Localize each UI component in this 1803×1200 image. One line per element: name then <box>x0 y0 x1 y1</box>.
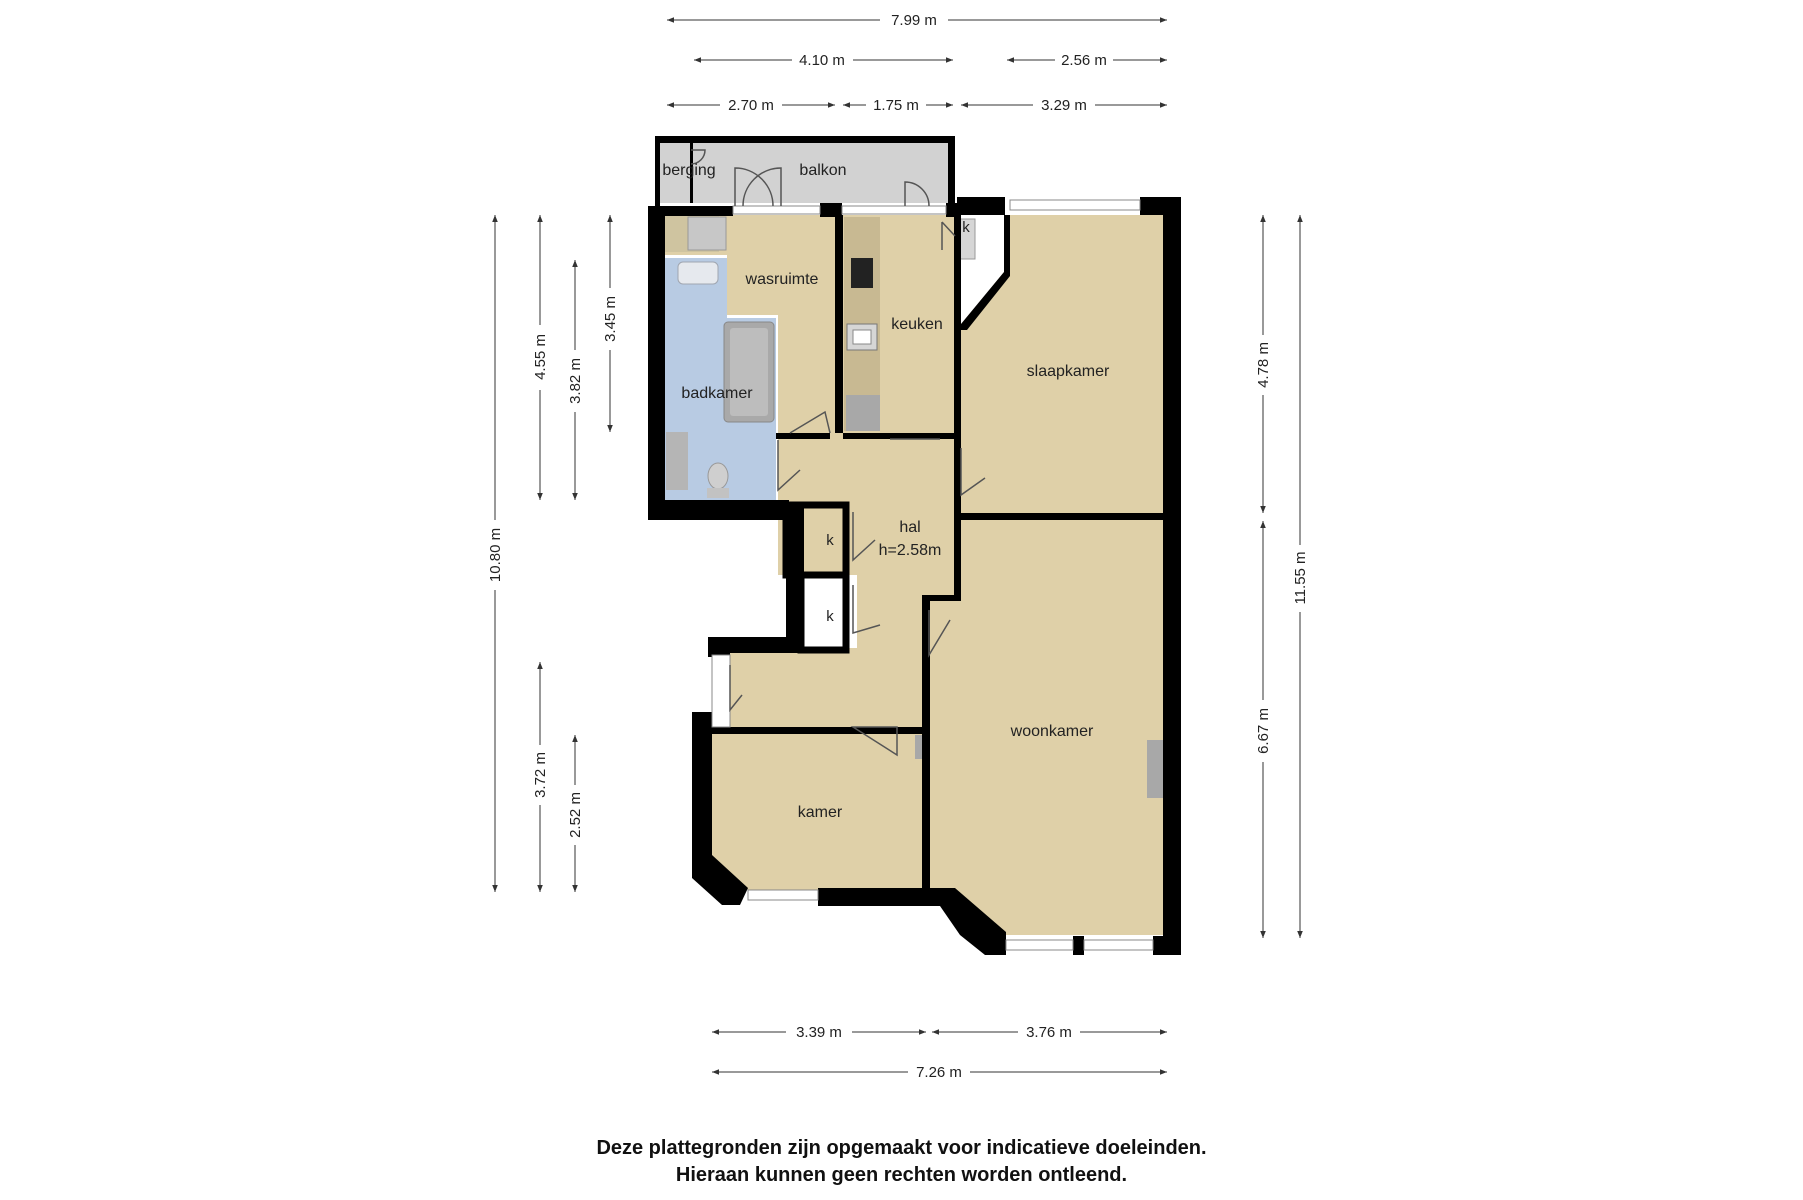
room-label-kamer: kamer <box>797 804 843 821</box>
room-label-hal: hal <box>899 519 921 536</box>
closet-label-1: k <box>826 532 834 549</box>
wall-keuken-hal <box>843 433 955 439</box>
sink-icon <box>678 262 718 284</box>
dim-left-top-label: 3.45 m <box>602 296 619 342</box>
room-label-slaapkamer: slaapkamer <box>1026 363 1110 380</box>
dim-top-seg2-label: 1.75 m <box>873 97 919 114</box>
balcony-wall-right <box>948 136 955 206</box>
dim-right-lower-label: 6.67 m <box>1255 708 1272 754</box>
wall-woon-bottom-right <box>1153 936 1181 955</box>
window-woon-2 <box>1084 940 1153 950</box>
balcony-wall-left <box>655 136 660 206</box>
wall-bad-was <box>776 433 830 439</box>
wall-woon-mullion <box>1073 936 1084 955</box>
wall-right <box>1163 197 1181 955</box>
dim-bottom-left-label: 3.39 m <box>796 1024 842 1041</box>
room-label-wasruimte: wasruimte <box>745 271 819 288</box>
disclaimer-line-2: Hieraan kunnen geen rechten worden ontleend. <box>675 1164 1128 1186</box>
room-label-berging: berging <box>662 162 716 179</box>
dim-right-upper-label: 4.78 m <box>1255 342 1272 388</box>
window-woon-1 <box>1006 940 1073 950</box>
radiator-icon <box>1147 740 1163 798</box>
window-kamer <box>748 890 818 900</box>
wall-slaap-woon <box>961 513 1163 520</box>
dim-left-lower-label: 3.72 m <box>532 752 549 798</box>
room-label-balkon: balkon <box>799 162 847 179</box>
wall-kamer-left <box>692 712 712 862</box>
wall-kamer-bottom <box>818 888 930 906</box>
wall-hal-left-corner <box>708 637 730 657</box>
closet-bottom-outline <box>801 575 846 650</box>
wall-top-mid <box>820 203 842 217</box>
window-hal <box>712 655 730 727</box>
balcony-wall-top <box>655 136 955 143</box>
window-keuken <box>842 206 946 214</box>
dim-top-right-label: 2.56 m <box>1061 52 1107 69</box>
stove-icon <box>851 258 873 288</box>
dim-left-total-label: 10.80 m <box>487 527 504 583</box>
toilet-tank-icon <box>707 488 729 498</box>
wall-top-keuken-right <box>946 203 958 217</box>
bathtub-inner-icon <box>730 328 768 416</box>
wall-kamer-top <box>712 727 922 734</box>
dim-top-seg1-label: 2.70 m <box>728 97 774 114</box>
disclaimer <box>0 1135 1803 1189</box>
dim-bottom-total-label: 7.26 m <box>916 1064 962 1081</box>
dim-right-total-label: 11.55 m <box>1292 551 1309 605</box>
wall-was-keuken <box>835 215 843 433</box>
dim-top-total-label: 7.99 m <box>891 12 937 29</box>
room-label-badkamer: badkamer <box>681 385 753 402</box>
toilet-icon <box>708 463 728 489</box>
dim-left-upper-label: 4.55 m <box>532 334 549 380</box>
wall-hal-step <box>922 595 958 601</box>
window-slaapkamer <box>1010 200 1140 210</box>
wall-keuken-slaap <box>954 215 961 505</box>
floors <box>660 143 1163 935</box>
closet-label-meter: k <box>962 219 970 236</box>
disclaimer-line-1: Deze plattegronden zijn opgemaakt voor indicatieve doeleinden. <box>596 1137 1207 1159</box>
wall-hal-right-upper <box>954 505 961 601</box>
washbasin-icon <box>688 217 726 250</box>
dim-bottom-right-label: 3.76 m <box>1026 1024 1072 1041</box>
room-label-keuken: keuken <box>891 316 943 333</box>
dim-top-seg3-label: 3.29 m <box>1041 97 1087 114</box>
wall-bottom-badkamer <box>648 500 776 520</box>
dim-left-bottom-label: 2.52 m <box>567 792 584 838</box>
wall-hal-left-low <box>786 505 804 645</box>
window-wasruimte <box>733 206 820 214</box>
towel-rack-icon <box>666 432 688 490</box>
wall-left <box>648 206 665 520</box>
room-label-woonkamer: woonkamer <box>1010 723 1094 740</box>
wall-top-left <box>648 206 733 216</box>
closet-label-2: k <box>826 608 834 625</box>
room-label-hal-height: h=2.58m <box>878 542 942 559</box>
dim-top-left-label: 4.10 m <box>799 52 845 69</box>
fridge-icon <box>846 395 880 431</box>
dim-left-mid-label: 3.82 m <box>567 358 584 404</box>
kitchen-sink-basin-icon <box>853 330 871 344</box>
wall-top-right-a <box>957 197 1005 215</box>
